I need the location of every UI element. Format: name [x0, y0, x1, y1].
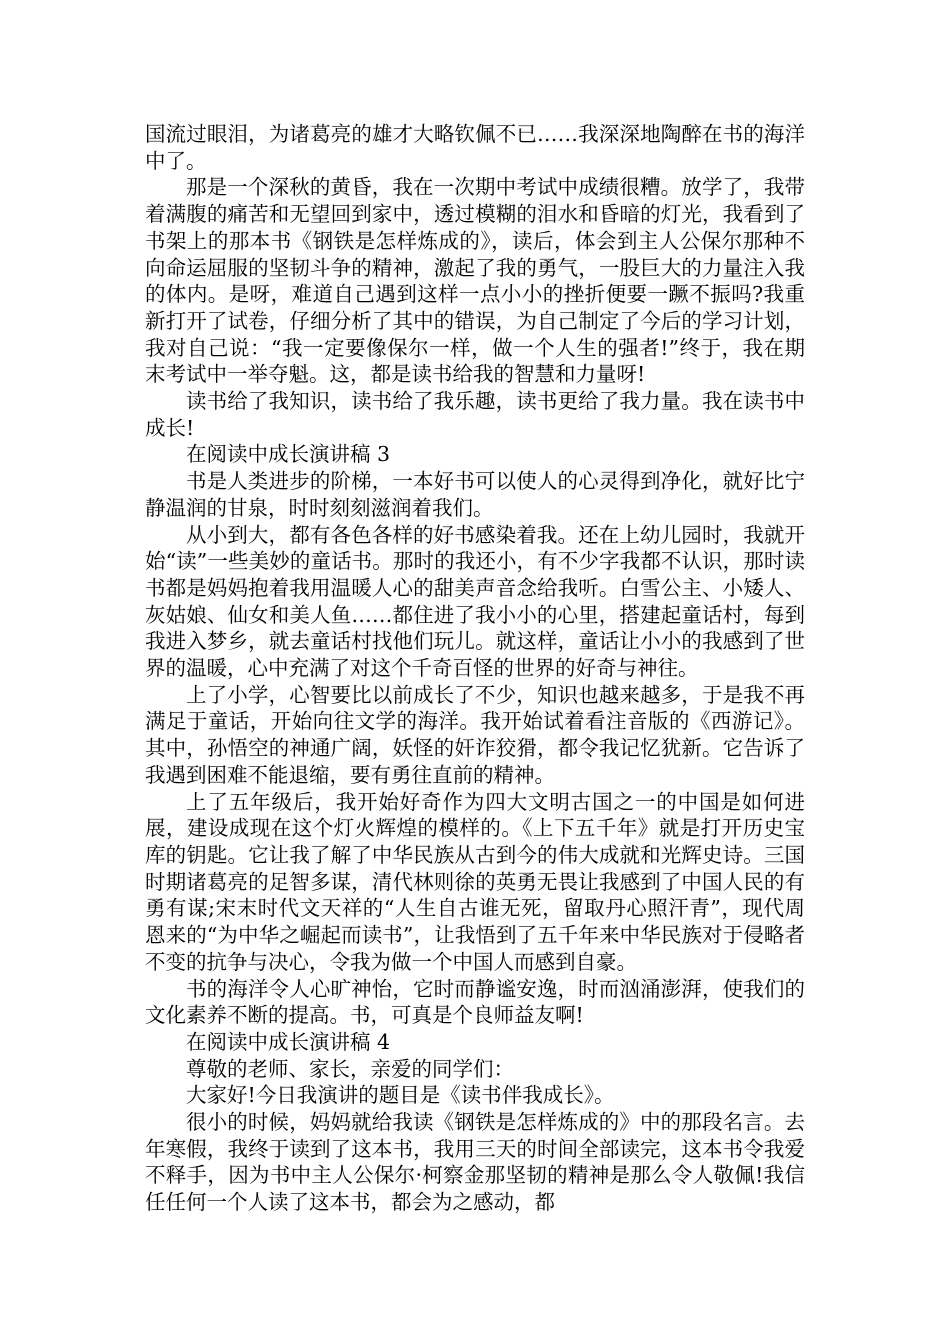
paragraph-five-thousand-years: 上了五年级后，我开始好奇作为四大文明古国之一的中国是如何进展，建设成现在这个灯火辉煌的模样的。《上下五千年》就是打开历史宝库的钥匙。它让我了解了中华民族从古到今的伟大成就和光辉史诗。三国时期诸葛亮的足智多谋，清代林则徐的英勇无畏让我感到了中国人民的有勇有谋;宋末时代文天祥的“人生自古谁无死，留取丹心照汗青”，现代周恩来的“为中华之崛起而读书”，让我悟到了五千年来中华民族对于侵略者不变的抗争与决心，令我为做一个中国人而感到自豪。 [145, 789, 805, 974]
paragraph-continuation: 国流过眼泪，为诸葛亮的雄才大略钦佩不已……我深深地陶醉在书的海洋中了。 [145, 122, 805, 173]
paragraph-greeting: 大家好!今日我演讲的题目是《读书伴我成长》。 [186, 1083, 615, 1108]
paragraph-childhood-fairytales: 从小到大，都有各色各样的好书感染着我。还在上幼儿园时，我就开始“读”一些美妙的童话书。那时的我还小，有不少字我都不认识，那时读书都是妈妈抱着我用温暖人心的甜美声音念给我听。白雪公主、小矮人、灰姑娘、仙女和美人鱼……都住进了我小小的心里，搭建起童话村，每到我进入梦乡，就去童话村找他们玩儿。就这样，童话让小小的我感到了世界的温暖，心中充满了对这个千奇百怪的世界的好奇与神往。 [145, 522, 805, 681]
paragraph-journey-west: 上了小学，心智要比以前成长了不少，知识也越来越多，于是我不再满足于童话，开始向往文学的海洋。我开始试着看注音版的《西游记》。其中，孙悟空的神通广阔，妖怪的奸诈狡猾，都令我记忆犹新。它告诉了我遇到困难不能退缩，要有勇往直前的精神。 [145, 682, 805, 787]
document-page [145, 121, 805, 1216]
paragraph-salutation: 尊敬的老师、家长，亲爱的同学们： [186, 1056, 514, 1081]
paragraph-books-ladder: 书是人类进步的阶梯，一本好书可以使人的心灵得到净化，就好比宁静温润的甘泉，时时刻刻滋润着我们。 [145, 469, 805, 520]
paragraph-ocean-of-books: 书的海洋令人心旷神怡，它时而静谧安逸，时而汹涌澎湃，使我们的文化素养不断的提高。书，可真是个良师益友啊! [145, 976, 805, 1028]
section-heading-3: 在阅读中成长演讲稿 3 [186, 442, 391, 467]
paragraph-autumn-exam: 那是一个深秋的黄昏，我在一次期中考试中成绩很糟。放学了，我带着满腹的痛苦和无望回到家中，透过模糊的泪水和昏暗的灯光，我看到了书架上的那本书《钢铁是怎样炼成的》，读后，体会到主人公保尔那种不向命运屈服的坚韧斗争的精神，激起了我的勇气，一股巨大的力量注入我的体内。是呀，难道自己遇到这样一点小小的挫折便要一蹶不振吗?我重新打开了试卷，仔细分析了其中的错误，为自己制定了今后的学习计划，我对自己说：“我一定要像保尔一样，做一个人生的强者!”终于，我在期末考试中一举夺魁。这，都是读书给我的智慧和力量呀! [145, 175, 805, 387]
paragraph-reading-gives: 读书给了我知识，读书给了我乐趣，读书更给了我力量。我在读书中成长! [145, 389, 805, 440]
paragraph-steel-book: 很小的时候，妈妈就给我读《钢铁是怎样炼成的》中的那段名言。去年寒假，我终于读到了这本书，我用三天的时间全部读完，这本书令我爱不释手，因为书中主人公保尔·柯察金那坚韧的精神是那么令人敬佩!我信任任何一个人读了这本书，都会为之感动，都 [145, 1110, 805, 1215]
section-heading-4: 在阅读中成长演讲稿 4 [186, 1029, 391, 1054]
